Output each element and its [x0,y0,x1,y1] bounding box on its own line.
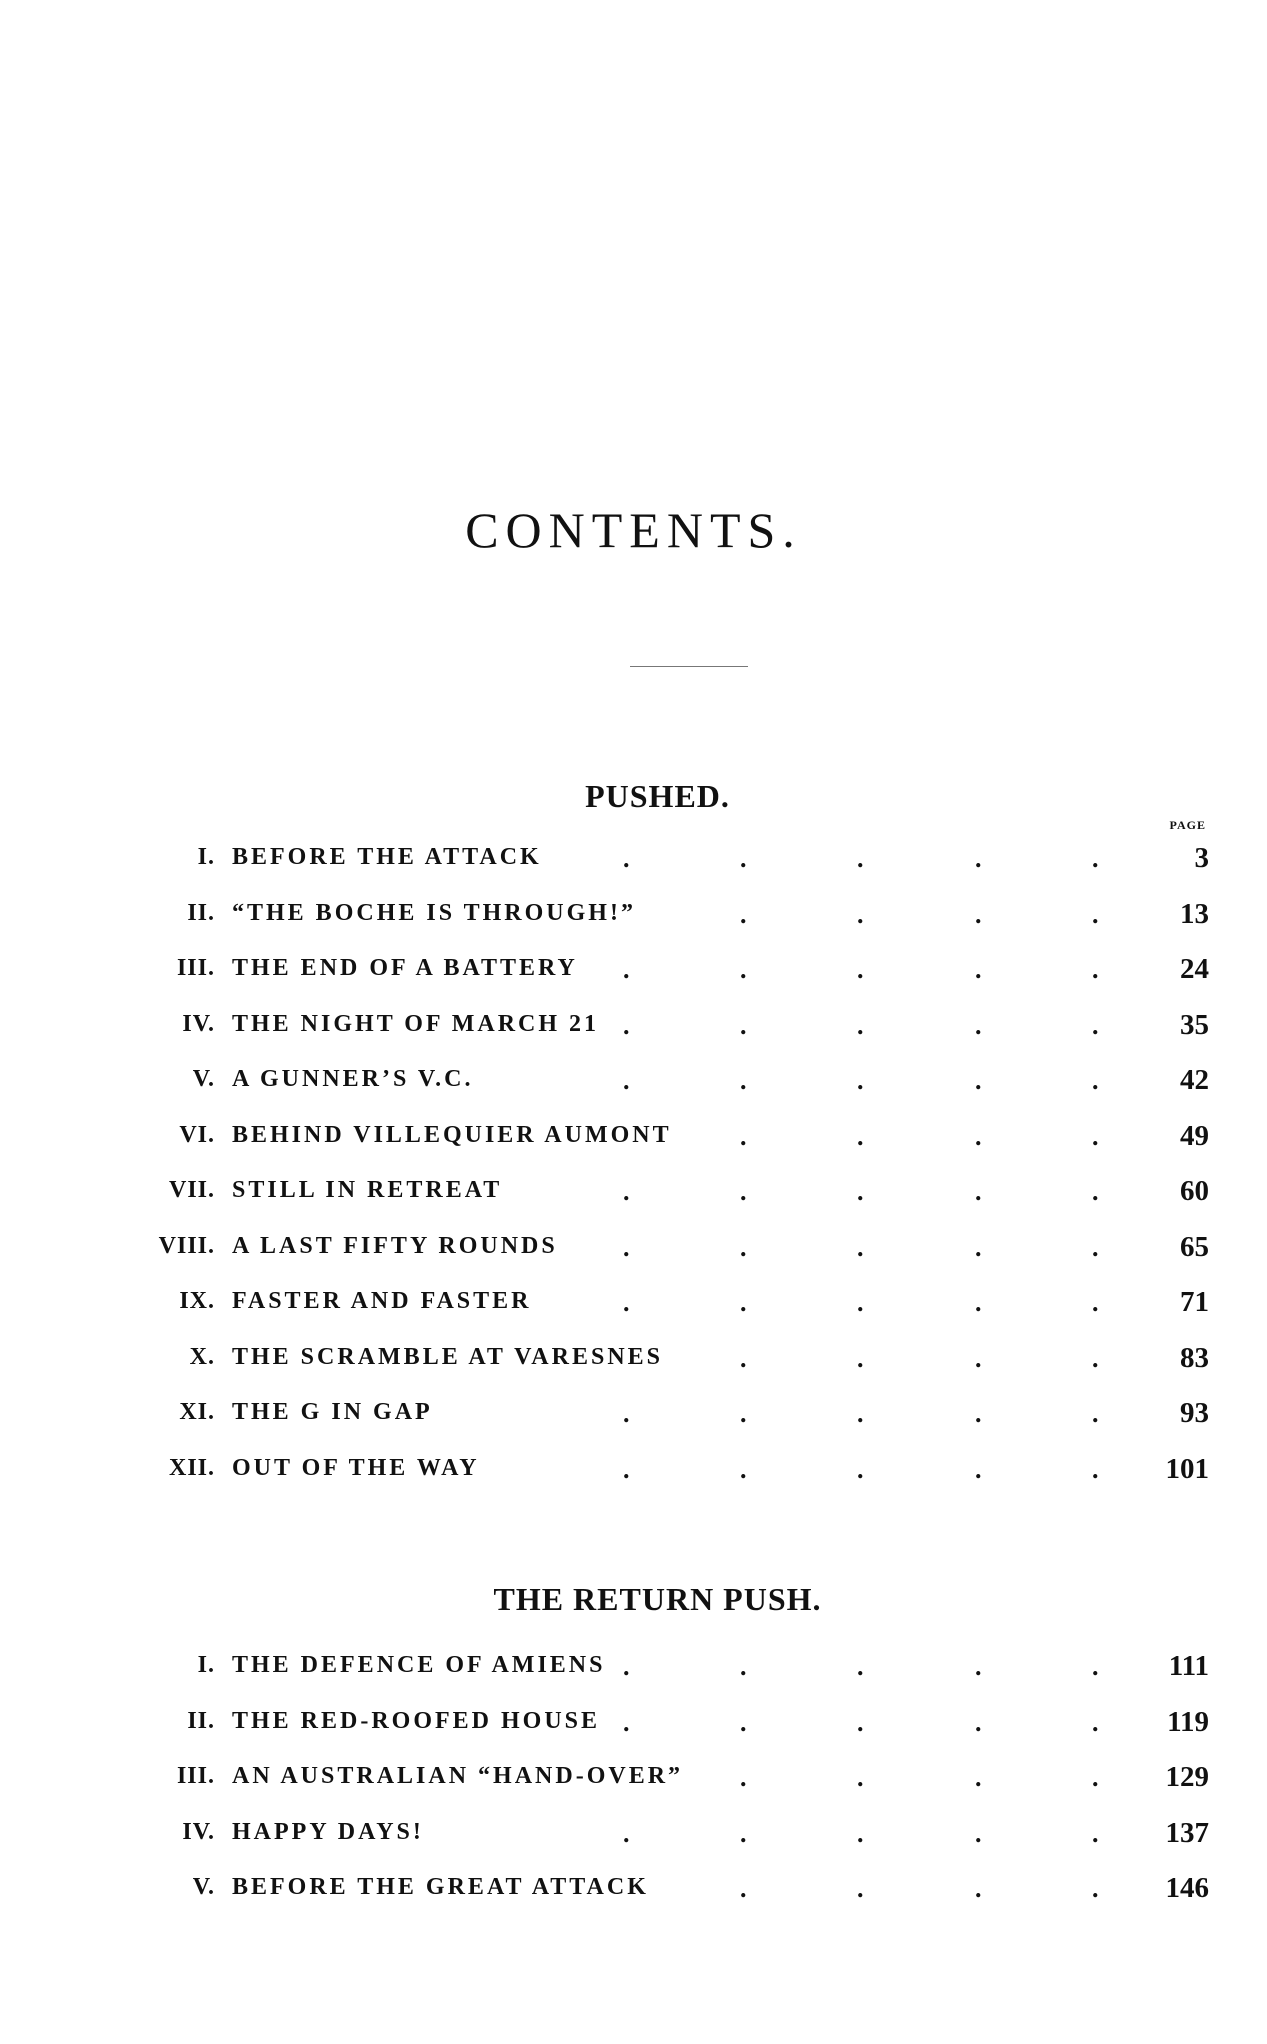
chapter-title: BEFORE THE ATTACK [232,844,542,870]
leader-dot: . [740,1177,747,1206]
leader-dot: . [740,955,747,984]
leader-dot: . [1092,1763,1099,1792]
leader-dot: . [857,955,864,984]
toc-entry [0,1227,1267,1283]
leader-dot: . [1092,1121,1099,1151]
chapter-title: THE SCRAMBLE AT VARESNES [232,1343,664,1370]
toc-list-return-push [0,1646,1267,1924]
leader-dot: . [857,1066,864,1095]
leader-dot: . [975,844,982,873]
leader-dot: . [975,1010,982,1040]
leader-dot: . [740,1652,747,1681]
page-column-label: PAGE [1169,818,1206,832]
chapter-title: OUT OF THE WAY [232,1454,480,1481]
page-number: 60 [1180,1175,1209,1207]
leader-dot: . [857,1288,864,1317]
chapter-title: A GUNNER’S V.C. [232,1066,474,1092]
leader-dot: . [857,1874,864,1903]
chapter-numeral: IV. [182,1818,215,1845]
leader-dot: . [1092,1818,1099,1848]
leader-dot: . [975,1288,982,1317]
chapter-numeral: XII. [168,1454,215,1481]
chapter-numeral: VIII. [158,1232,215,1259]
page-number: 119 [1167,1705,1209,1738]
chapter-title: “THE BOCHE IS THROUGH!” [232,899,636,926]
leader-dot: . [975,1454,982,1484]
chapter-numeral: I. [197,844,215,870]
chapter-title: BEFORE THE GREAT ATTACK [232,1874,649,1900]
leader-dot: . [1092,1066,1099,1095]
leader-dot: . [975,1399,982,1428]
leader-dot: . [740,844,747,873]
chapter-title: HAPPY DAYS! [232,1818,424,1845]
page-number: 42 [1180,1064,1209,1096]
leader-dot: . [975,1121,982,1151]
chapter-title: AN AUSTRALIAN “HAND-OVER” [232,1763,684,1789]
leader-dot: . [975,1652,982,1681]
leader-dot: . [1092,1874,1099,1903]
chapter-numeral: I. [197,1652,215,1678]
page-number: 101 [1165,1452,1209,1485]
leader-dot: . [740,1288,747,1317]
page-number: 129 [1165,1761,1209,1793]
leader-dot: . [623,844,630,873]
toc-entry [0,1338,1267,1394]
chapter-title: THE G IN GAP [232,1399,433,1425]
chapter-numeral: V. [192,1066,215,1092]
chapter-title: FASTER AND FASTER [232,1288,532,1314]
leader-dot: . [857,1343,864,1373]
chapter-numeral: IV. [182,1010,215,1037]
leader-dot: . [740,1399,747,1428]
toc-entry [0,1868,1267,1924]
leader-dot: . [623,1232,630,1262]
leader-dot: . [740,899,747,929]
leader-dot: . [975,899,982,929]
chapter-title: THE DEFENCE OF AMIENS [232,1652,606,1678]
leader-dot: . [1092,1232,1099,1262]
chapter-title: BEHIND VILLEQUIER AUMONT [232,1121,672,1148]
leader-dot: . [740,1232,747,1262]
chapter-title: THE RED-ROOFED HOUSE [232,1707,601,1734]
chapter-numeral: III. [176,955,215,981]
leader-dot: . [975,1066,982,1095]
leader-dot: . [740,1818,747,1848]
toc-entry [0,1282,1267,1338]
leader-dot: . [623,1177,630,1206]
leader-dot: . [623,1399,630,1428]
title-rule [630,666,748,667]
leader-dot: . [623,1652,630,1681]
leader-dot: . [857,1121,864,1151]
leader-dot: . [740,1763,747,1792]
leader-dot: . [740,1121,747,1151]
toc-entry [0,1646,1267,1702]
page-number: 93 [1180,1397,1209,1429]
page-number: 146 [1165,1872,1209,1904]
chapter-numeral: III. [176,1763,215,1789]
toc-entry [0,894,1267,950]
leader-dot: . [975,1343,982,1373]
leader-dot: . [623,1707,630,1737]
leader-dot: . [857,1232,864,1262]
page-number: 3 [1194,842,1209,874]
leader-dot: . [623,1288,630,1317]
leader-dot: . [857,1010,864,1040]
toc-entry [0,1171,1267,1227]
leader-dot: . [623,1010,630,1040]
leader-dot: . [623,1818,630,1848]
page-number: 111 [1168,1650,1209,1682]
page-number: 35 [1180,1008,1209,1041]
leader-dot: . [623,1454,630,1484]
chapter-numeral: VI. [179,1121,215,1148]
toc-entry [0,1393,1267,1449]
leader-dot: . [857,1177,864,1206]
toc-entry [0,1116,1267,1172]
leader-dot: . [975,955,982,984]
page-number: 71 [1180,1286,1209,1318]
leader-dot: . [857,1707,864,1737]
leader-dot: . [740,1454,747,1484]
leader-dot: . [975,1763,982,1792]
toc-entry [0,949,1267,1005]
leader-dot: . [857,1399,864,1428]
leader-dot: . [857,1763,864,1792]
leader-dot: . [1092,1652,1099,1681]
leader-dot: . [1092,1707,1099,1737]
chapter-numeral: V. [192,1874,215,1900]
section-heading-pushed: PUSHED. [585,778,730,814]
leader-dot: . [975,1874,982,1903]
chapter-numeral: II. [187,1707,215,1734]
leader-dot: . [623,1066,630,1095]
leader-dot: . [1092,1288,1099,1317]
page-number: 65 [1180,1230,1209,1263]
leader-dot: . [740,1707,747,1737]
leader-dot: . [1092,899,1099,929]
toc-list-pushed [0,838,1267,1504]
leader-dot: . [975,1177,982,1206]
page-title: CONTENTS. [465,502,802,558]
leader-dot: . [740,1010,747,1040]
leader-dot: . [1092,1343,1099,1373]
toc-entry [0,1813,1267,1869]
toc-entry [0,1005,1267,1061]
leader-dot: . [975,1707,982,1737]
toc-entry [0,1757,1267,1813]
page-number: 13 [1180,897,1209,930]
leader-dot: . [975,1232,982,1262]
chapter-numeral: IX. [179,1288,215,1314]
toc-entry [0,1702,1267,1758]
leader-dot: . [740,1874,747,1903]
leader-dot: . [975,1818,982,1848]
section-heading-return-push: THE RETURN PUSH. [493,1581,822,1617]
leader-dot: . [1092,844,1099,873]
page-number: 49 [1180,1119,1209,1152]
leader-dot: . [1092,1177,1099,1206]
leader-dot: . [623,955,630,984]
chapter-numeral: II. [187,899,215,926]
leader-dot: . [857,1818,864,1848]
leader-dot: . [857,844,864,873]
chapter-numeral: VII. [168,1177,215,1203]
page-number: 83 [1180,1341,1209,1374]
chapter-numeral: XI. [179,1399,215,1425]
page-number: 137 [1165,1816,1209,1849]
toc-entry [0,838,1267,894]
chapter-title: THE END OF A BATTERY [232,955,578,981]
chapter-title: A LAST FIFTY ROUNDS [232,1232,558,1259]
toc-entry [0,1449,1267,1505]
leader-dot: . [857,1454,864,1484]
leader-dot: . [857,899,864,929]
leader-dot: . [1092,1454,1099,1484]
chapter-numeral: X. [189,1343,215,1370]
chapter-title: THE NIGHT OF MARCH 21 [232,1010,600,1037]
toc-entry [0,1060,1267,1116]
leader-dot: . [1092,955,1099,984]
leader-dot: . [740,1066,747,1095]
chapter-title: STILL IN RETREAT [232,1177,503,1203]
leader-dot: . [1092,1010,1099,1040]
leader-dot: . [857,1652,864,1681]
leader-dot: . [740,1343,747,1373]
leader-dot: . [1092,1399,1099,1428]
page-number: 24 [1180,953,1209,985]
